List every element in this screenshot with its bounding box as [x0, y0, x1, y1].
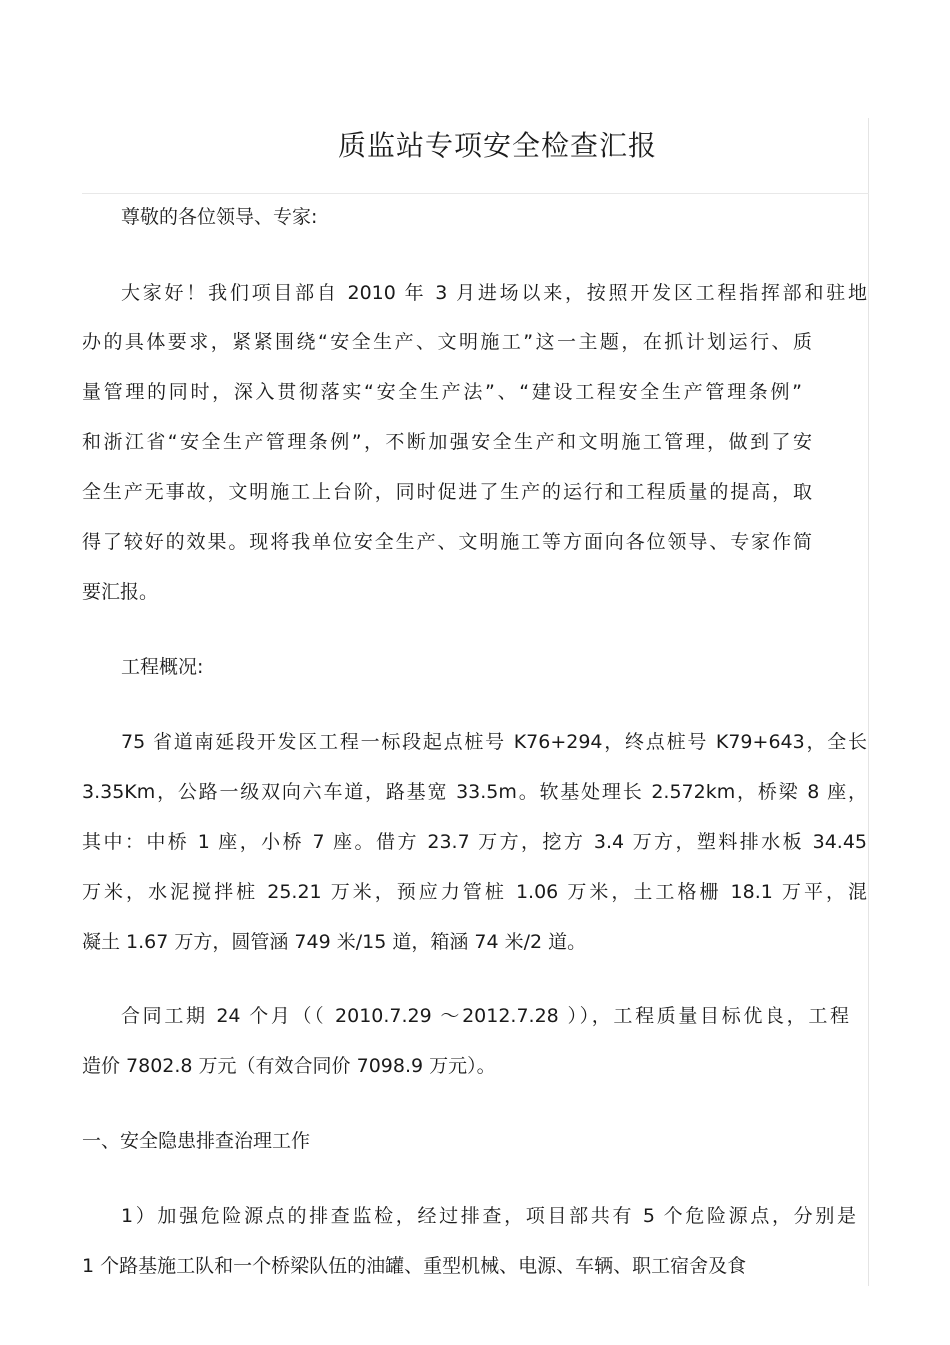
intro-line-5: 全生产无事故，文明施工上台阶，同时促进了生产的运行和工程质量的提高，取: [82, 481, 812, 503]
intro-line-2: 办的具体要求，紧紧围绕“安全生产、文明施工”这一主题，在抓计划运行、质: [82, 331, 812, 353]
intro-line-7: 要汇报。: [82, 581, 159, 603]
intro-line-3: 量管理的同时，深入贯彻落实“安全生产法”、“建设工程安全生产管理条例”: [82, 381, 802, 403]
contract-line-2: 造价 7802.8 万元（有效合同价 7098.9 万元）。: [82, 1055, 496, 1077]
section1-line-2: 1 个路基施工队和一个桥梁队伍的油罐、重型机械、电源、车辆、职工宿舍及食: [82, 1255, 747, 1277]
overview-line-4: 万米，水泥搅拌桩 25.21 万米，预应力管桩 1.06 万米，土工格栅 18.1 万平，混: [82, 881, 867, 903]
intro-line-4: 和浙江省“安全生产管理条例”，不断加强安全生产和文明施工管理，做到了安: [82, 431, 812, 453]
section1-heading: 一、安全隐患排查治理工作: [82, 1130, 311, 1152]
document-title: 质监站专项安全检查汇报: [337, 129, 657, 162]
contract-line-1: 合同工期 24 个月（（ 2010.7.29 ～2012.7.28 ）），工程质量目标优良，工程: [121, 1005, 849, 1027]
right-margin-rule: [868, 118, 869, 1286]
salutation: 尊敬的各位领导、专家:: [121, 206, 318, 228]
overview-line-1: 75 省道南延段开发区工程一标段起点桩号 K76+294，终点桩号 K79+643，全长: [121, 731, 867, 753]
intro-line-6: 得了较好的效果。现将我单位安全生产、文明施工等方面向各位领导、专家作简: [82, 531, 812, 553]
intro-line-1: 大家好！我们项目部自 2010 年 3 月进场以来，按照开发区工程指挥部和驻地: [121, 282, 867, 304]
overview-line-5: 凝土 1.67 万方，圆管涵 749 米/15 道，箱涵 74 米/2 道。: [82, 931, 587, 953]
overview-line-2: 3.35Km，公路一级双向六车道，路基宽 33.5m。软基处理长 2.572km，桥梁 8 座，: [82, 781, 867, 803]
overview-line-3: 其中：中桥 1 座，小桥 7 座。借方 23.7 万方，挖方 3.4 万方，塑料排水板 34.45: [82, 831, 867, 853]
overview-heading: 工程概况:: [121, 656, 204, 678]
section1-line-1: 1）加强危险源点的排查监检，经过排查，项目部共有 5 个危险源点，分别是: [121, 1205, 856, 1227]
header-divider: [82, 193, 869, 194]
